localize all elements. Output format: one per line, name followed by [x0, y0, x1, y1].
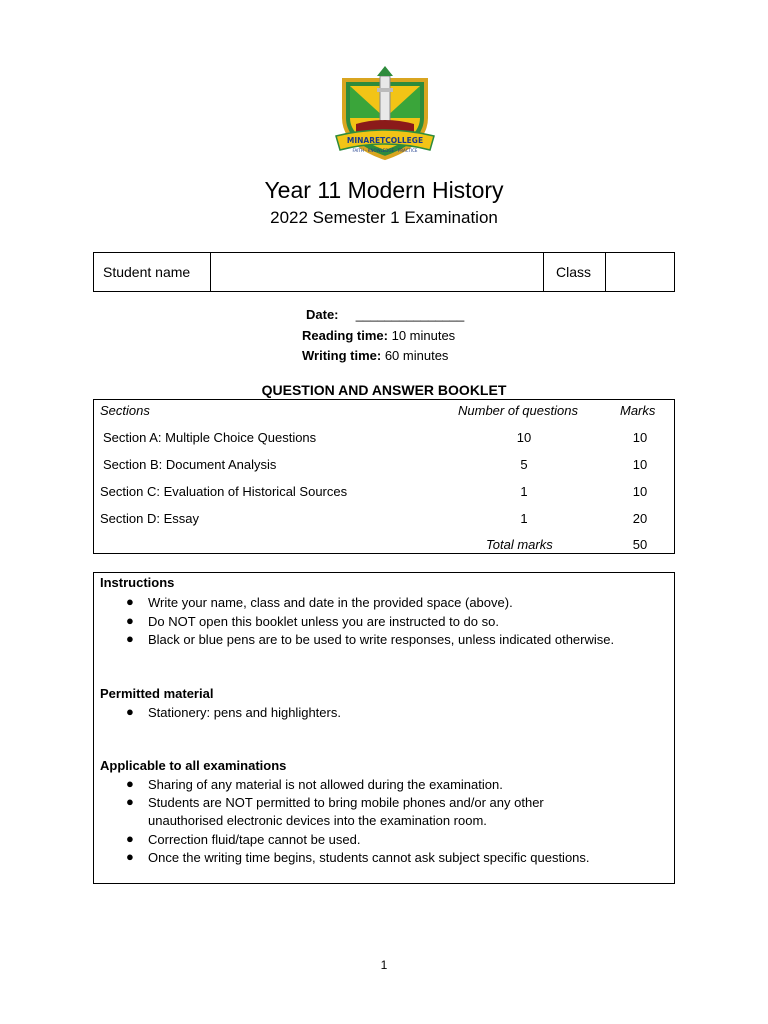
student-details-table	[93, 252, 675, 292]
instructions-title: Instructions	[100, 575, 175, 590]
sections-table	[93, 399, 675, 554]
college-logo	[330, 66, 440, 162]
instructions-box: Instructions ● Write your name, class and date in the provided space (above). ● Do NOT open this booklet unless you are instructed to do so. ● Black or blue pens are to be used to write responses, unless indicated otherwise. Permitted material ● Stationery: pens and highlighters. Applicable to all examinations ● Sharing of any material is not allowed during the examination. ● Students are NOT permitted to bring mobile phones and/or any other unauthorised electronic devices into the examination room. ● Correction fluid/tape cannot be used. ● Once the writing time begins, students cannot ask subject specific questions.	[93, 572, 675, 884]
booklet-heading: QUESTION AND ANSWER BOOKLET	[261, 382, 507, 398]
col-header-marks: Marks	[620, 403, 656, 418]
col-header-questions: Number of questions	[458, 403, 578, 418]
total-marks-label: Total marks	[486, 537, 553, 552]
page-number: 1	[380, 958, 388, 972]
row-section: Section A: Multiple Choice Questions	[103, 430, 317, 445]
total-marks-value: 50	[632, 537, 648, 552]
date-row	[306, 307, 464, 322]
row-questions: 5	[520, 457, 528, 472]
student-name-label: Student name	[94, 253, 211, 291]
logo-text: MINARETCOLLEGE	[346, 136, 424, 145]
row-questions: 1	[520, 484, 528, 499]
row-marks: 10	[632, 430, 648, 445]
reading-time-value: 10 minutes	[391, 328, 456, 343]
applicable-title: Applicable to all examinations	[100, 758, 287, 773]
row-marks: 20	[632, 511, 648, 526]
row-section: Section C: Evaluation of Historical Sources	[100, 484, 348, 499]
bullet-icon: ●	[126, 613, 134, 628]
bullet-icon: ●	[126, 776, 134, 791]
row-marks: 10	[632, 484, 648, 499]
row-questions: 10	[516, 430, 532, 445]
row-section: Section D: Essay	[100, 511, 199, 526]
logo-motto: FAITH - KNOWLEDGE - PRACTICE	[352, 148, 418, 153]
row-marks: 10	[632, 457, 648, 472]
col-header-sections: Sections	[100, 403, 150, 418]
writing-time-label: Writing time:	[302, 348, 382, 363]
permitted-title: Permitted material	[100, 686, 214, 701]
bullet-icon: ●	[126, 794, 134, 809]
date-label: Date:	[306, 307, 339, 322]
bullet-icon: ●	[126, 831, 134, 846]
writing-time-row	[302, 348, 448, 363]
exam-title: Year 11 Modern History	[264, 177, 504, 203]
date-blank[interactable]: _______________	[355, 307, 465, 322]
student-name-field[interactable]	[211, 253, 544, 291]
reading-time-label: Reading time:	[302, 328, 388, 343]
row-section: Section B: Document Analysis	[103, 457, 277, 472]
row-questions: 1	[520, 511, 528, 526]
bullet-icon: ●	[126, 594, 134, 609]
bullet-icon: ●	[126, 631, 134, 646]
reading-time-row	[302, 328, 455, 343]
class-label: Class	[544, 253, 606, 291]
bullet-icon: ●	[126, 849, 134, 864]
exam-subtitle: 2022 Semester 1 Examination	[270, 208, 498, 227]
class-field[interactable]	[606, 253, 674, 291]
writing-time-value: 60 minutes	[384, 348, 449, 363]
bullet-icon: ●	[126, 704, 134, 719]
